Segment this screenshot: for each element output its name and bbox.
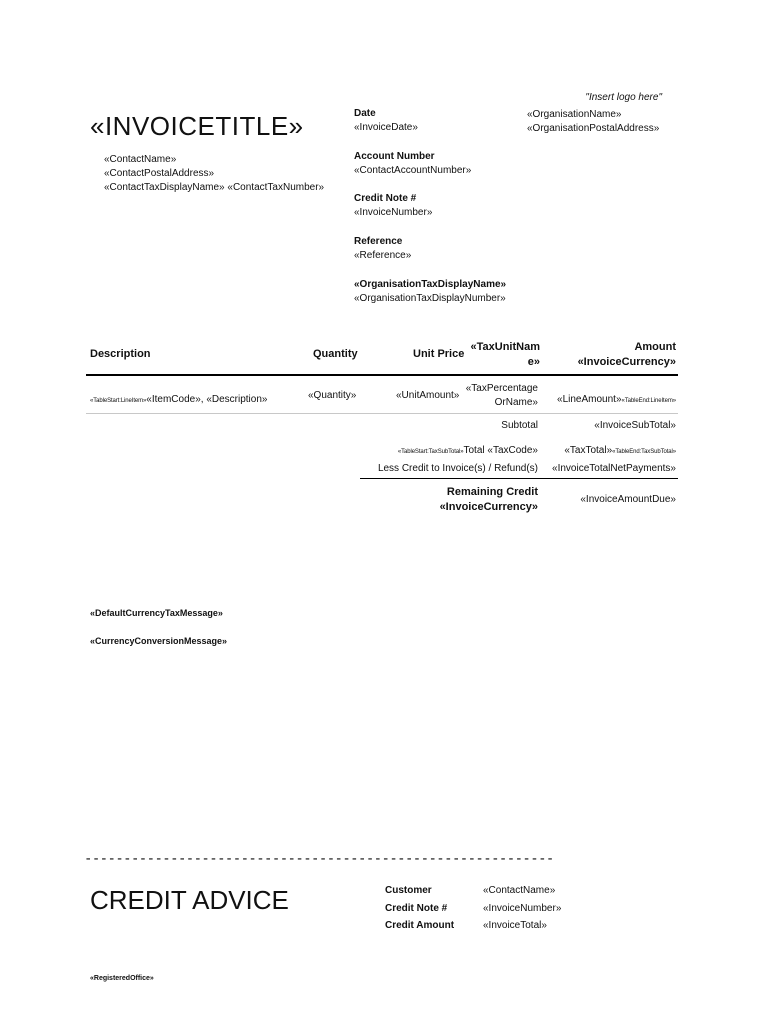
line-item-tax-line2: OrName»	[494, 397, 538, 408]
logo-placeholder: "Insert logo here"	[585, 92, 662, 103]
currency-conversion-message: «CurrencyConversionMessage»	[90, 636, 228, 646]
organisation-block	[527, 108, 659, 136]
line-item-unit-amount: «UnitAmount»	[396, 390, 460, 401]
col-tax-line2: e»	[527, 356, 540, 368]
advice-customer-label: Customer	[385, 885, 432, 896]
account-number-label: Account Number	[354, 151, 435, 162]
reference-field	[354, 235, 411, 263]
col-amount	[548, 340, 676, 370]
table-start-taxsubtotal: «TableStart:TaxSubTotal»	[397, 449, 464, 455]
credit-note-field	[354, 192, 432, 220]
cut-line: ------------------------------------------------------------	[84, 852, 554, 866]
messages	[90, 607, 227, 647]
col-tax	[460, 340, 540, 370]
advice-credit-amount-value: «InvoiceTotal»	[483, 920, 547, 931]
reference-label: Reference	[354, 236, 403, 247]
tax-total-label	[360, 440, 538, 458]
subtotal-label: Subtotal	[501, 420, 538, 431]
advice-credit-amount-label: Credit Amount	[385, 920, 455, 931]
table-start-lineitem: «TableStart:LineItem»	[90, 398, 147, 404]
net-payments-value: «InvoiceTotalNetPayments»	[552, 463, 676, 474]
organisation-name: «OrganisationName»	[527, 109, 622, 120]
registered-office: «RegisteredOffice»	[90, 975, 154, 982]
contact-name: «ContactName»	[104, 154, 177, 165]
tax-total-value	[540, 440, 676, 458]
date-value: «InvoiceDate»	[354, 122, 418, 133]
line-item-tax	[460, 382, 538, 410]
row-rule	[86, 413, 678, 414]
header-rule	[86, 374, 678, 376]
org-tax-field	[354, 278, 506, 306]
remaining-credit-label	[400, 485, 538, 515]
col-amount-line2: «InvoiceCurrency»	[577, 356, 676, 368]
total-rule	[360, 478, 678, 479]
col-description: Description	[90, 348, 151, 360]
tax-total: «TaxTotal»	[564, 445, 613, 456]
item-code-description: «ItemCode», «Description»	[146, 394, 268, 405]
table-end-taxsubtotal: «TableEnd:TaxSubTotal»	[612, 449, 676, 455]
tax-code-label: Total «TaxCode»	[463, 445, 538, 456]
advice-credit-note-label: Credit Note #	[385, 903, 448, 914]
table-end-lineitem: «TableEnd:LineItem»	[621, 398, 676, 404]
contact-block	[104, 153, 324, 195]
contact-tax: «ContactTaxDisplayName» «ContactTaxNumber»	[104, 182, 325, 193]
advice-customer-value: «ContactName»	[483, 885, 556, 896]
default-currency-tax-message: «DefaultCurrencyTaxMessage»	[90, 608, 223, 618]
organisation-postal-address: «OrganisationPostalAddress»	[527, 123, 660, 134]
org-tax-label: «OrganisationTaxDisplayName»	[354, 279, 507, 290]
amount-due-value: «InvoiceAmountDue»	[580, 494, 676, 505]
credit-note-value: «InvoiceNumber»	[354, 207, 433, 218]
line-item-quantity: «Quantity»	[308, 390, 357, 401]
col-amount-line1: Amount	[634, 341, 676, 353]
remaining-credit-line2: «InvoiceCurrency»	[439, 501, 538, 513]
less-credit-label: Less Credit to Invoice(s) / Refund(s)	[377, 463, 538, 474]
line-item-description	[90, 389, 267, 407]
advice-credit-note-value: «InvoiceNumber»	[483, 903, 562, 914]
remaining-credit-line1: Remaining Credit	[446, 486, 538, 498]
contact-postal-address: «ContactPostalAddress»	[104, 168, 215, 179]
date-field	[354, 107, 418, 135]
col-unit-price: Unit Price	[413, 348, 465, 360]
account-number-field	[354, 150, 471, 178]
date-label: Date	[354, 108, 376, 119]
subtotal-value: «InvoiceSubTotal»	[594, 420, 676, 431]
account-number-value: «ContactAccountNumber»	[354, 165, 472, 176]
invoice-title: «INVOICETITLE»	[90, 111, 304, 141]
credit-note-label: Credit Note #	[354, 193, 417, 204]
col-quantity: Quantity	[313, 348, 358, 360]
org-tax-value: «OrganisationTaxDisplayNumber»	[354, 293, 506, 304]
line-item-tax-line1: «TaxPercentage	[465, 383, 538, 394]
reference-value: «Reference»	[354, 250, 412, 261]
credit-advice-title: CREDIT ADVICE	[90, 885, 289, 915]
col-tax-line1: «TaxUnitNam	[470, 341, 540, 353]
line-item-amount	[540, 389, 676, 407]
line-amount: «LineAmount»	[557, 394, 622, 405]
